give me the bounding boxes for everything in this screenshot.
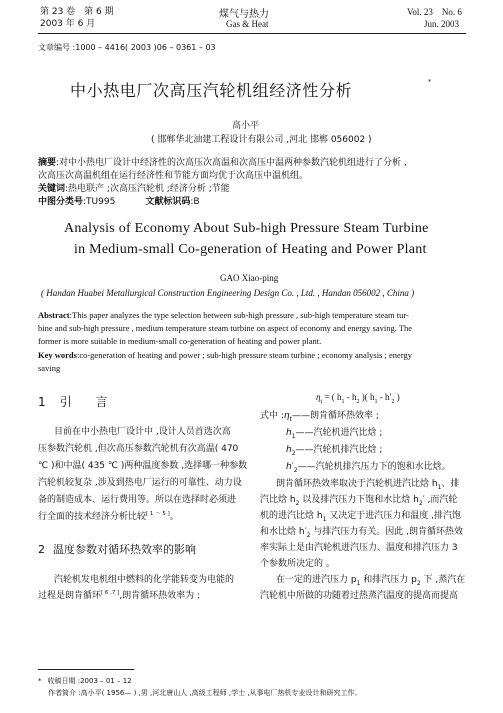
header-volume-en: Vol. 23 No. 6 [407, 7, 462, 17]
section2-heading [38, 541, 196, 557]
classification-line: 中图分类号:TU995 文献标识码:B [38, 197, 200, 207]
abstract-cn-line2: 次高压次高温机组在运行经济性和节能方面均优于次高压中温机组。 [38, 171, 309, 181]
abstract-en-label: Abstract [38, 310, 70, 320]
article-number: 文章编号 :1000 – 4416( 2003 )06 – 0361 – 03 [38, 43, 216, 52]
header-volume-cn: 第 23 卷 第 6 期 [40, 7, 114, 17]
definition-h2-prime: $h'_2——$汽轮机排汽压力下的饱和水比焓。 [286, 462, 451, 474]
section1-line1: 目前在中小热电厂设计中 ,设计人员首选次高 [54, 427, 231, 437]
right-para1-line3: 机的进汽比焓 $h_1$ 又决定于进汽压力和温度 ,排汽饱 [260, 511, 461, 523]
right-para1-line6: 个参数所决定的 。 [260, 559, 335, 569]
abstract-en-line2: bine and sub-high pressure , medium temperature steam turbine on aspect of economy and energy saving. The [38, 323, 413, 333]
section2-number: 2 [38, 543, 45, 556]
rankine-equation: $\eta_t$ = ( $h_1 - h_2$ )( $h_1 - h'_2$ ) [316, 392, 400, 405]
footnote-received: * 收稿日期 :2003 – 01 – 12 [38, 677, 132, 685]
keywords-en-line1: Key words:co-generation of heating and power ; sub-high pressure steam turbine ; economy analysis ; energy [38, 350, 412, 360]
header-date-en: Jun. 2003 [424, 19, 460, 29]
definition-h1: $h_1——$汽轮机进汽比焓 ; [286, 428, 383, 440]
section1-number: 1 [38, 395, 46, 409]
affiliation-cn: ( 邯郸华北油建工程设计有限公司 ,河北 邯郸 056002 ) [151, 135, 372, 145]
author-cn: 高小平 [232, 121, 260, 131]
section2-line1: 汽轮机发电机组中燃料的化学能转变为电能的 [54, 575, 235, 585]
right-para1-line5: 率实际上是由汽轮机进汽压力、温度和排汽压力 3 [260, 543, 458, 553]
section1-line4: 汽轮机较复杂 ,涉及到热电厂运行的可靠性、动力设 [38, 478, 242, 488]
definition-eta: 式中 $:\eta_t——$朗肯循环热效率 ; [260, 411, 379, 423]
keywords-en-label: Key words [38, 350, 77, 360]
section1-line3: ℃ )和中温( 435 ℃ )两种温度参数 ,选择哪一种参数 [38, 461, 248, 471]
header-journal-en: Gas & Heat [226, 19, 269, 29]
right-para2-line2: 汽轮机中所做的功随着过热蒸汽温度的提高而提高 [260, 591, 459, 601]
abstract-en-line3: former is more suitable in medium-small co-generation of heating and power plant. [38, 336, 322, 346]
abstract-cn-label: 摘要 [38, 158, 57, 168]
footnote-mark: * [38, 677, 42, 685]
definition-h2: $h_2——$汽轮机排汽比焓 ; [286, 445, 383, 457]
keywords-cn-label: 关键词 [38, 184, 66, 194]
footnote-rule [38, 669, 134, 670]
section1-line5: 备的制造成本、运行费用等。所以在选择时必须进 [38, 495, 237, 505]
abstract-cn-line1: 摘要:对中小热电厂设计中经济性的次高压次高温和次高压中温两种参数汽轮机组进行了分析 , [38, 158, 407, 168]
author-en: GAO Xiao-ping [220, 273, 279, 283]
section2-title: 温度参数对循环热效率的影响 [53, 543, 196, 556]
title-footnote-mark: * [428, 79, 431, 86]
section1-title: 引 言 [59, 395, 108, 409]
keywords-cn: 关键词:热电联产 ;次高压汽轮机 ;经济分析 ;节能 [38, 184, 230, 194]
doc-code-label: 文献标识码 [145, 197, 191, 207]
affiliation-en: ( Handan Huabei Metallurgical Construction Engineering Design Co. , Ltd. , Handan 056002 , China ) [41, 288, 415, 298]
section1-citation: [ 1 ～ 5 ] [146, 511, 170, 517]
section1-line6: 行全面的技术经济分析比较[ 1 ～ 5 ]。 [38, 511, 179, 522]
section2-line2: 过程是朗肯循环[ 6 ,7 ],朗肯循环热效率为 : [38, 590, 201, 601]
title-cn: 中小热电厂次高压汽轮机组经济性分析 [70, 81, 353, 100]
header-rule [38, 33, 466, 34]
right-para1-line2: 汽比焓 $h_2$ 以及排汽压力下饱和水比焓 $h_2'$ ,而汽轮 [260, 495, 458, 507]
clc-label: 中图分类号 [38, 197, 84, 207]
section2-citation: [ 6 ,7 ] [101, 590, 120, 596]
header-date-cn: 2003 年 6 月 [40, 19, 96, 29]
title-en-line1: Analysis of Economy About Sub-high Pressure Steam Turbine [64, 221, 429, 236]
abstract-en-line1: Abstract:This paper analyzes the type selection between sub-high pressure , sub-high temperature steam tur- [38, 310, 409, 320]
footnote-bio: 作者简介 :高小平( 1956— ) ,男 ,河北唐山人 ,高级工程师 ,学士 ,从事电厂热机专业设计和研究工作。 [48, 689, 362, 697]
right-para2-line1: 在一定的进汽压力 $p_1$ 和排汽压力 $p_2$ 下 ,蒸汽在 [276, 575, 466, 587]
right-para1-line4: 和水比焓 $h'_2$ 与排汽压力有关。因此 ,朗肯循环热效 [260, 527, 464, 539]
section1-line2: 压参数汽轮机 ,但次高压参数汽轮机有次高温( 470 [38, 444, 239, 454]
title-en-line2: in Medium-small Co-generation of Heating and Power Plant [74, 242, 427, 257]
right-para1-line1: 朗肯循环热效率取决于汽轮机进汽比焓 $h_1$、排 [276, 479, 460, 491]
header-journal-cn: 煤气与热力 [219, 9, 269, 20]
section1-heading [38, 393, 108, 410]
keywords-en-line2: saving [38, 363, 61, 373]
